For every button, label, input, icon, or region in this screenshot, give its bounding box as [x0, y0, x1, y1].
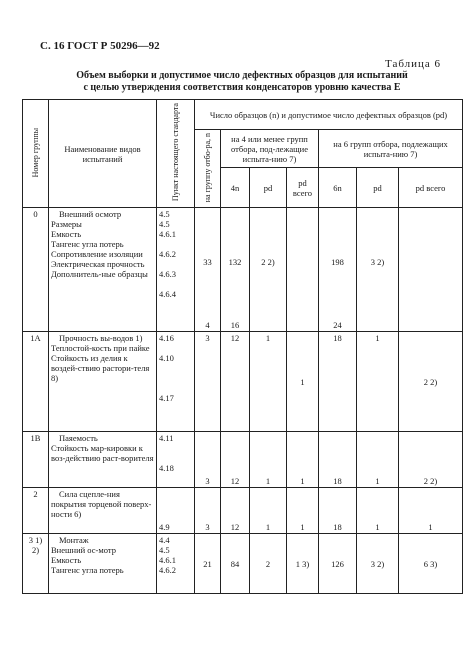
n6-cell: 18 — [319, 488, 357, 534]
pd4-total-cell — [287, 208, 319, 316]
table-row — [23, 316, 463, 332]
clause-cell: 4.9 — [157, 488, 195, 534]
pd6-cell: 1 — [357, 488, 399, 534]
group-cell: 3 1) 2) — [23, 534, 49, 594]
pd4-cell: 1 — [250, 432, 287, 488]
clause-cell: 4.5 4.5 4.6.1 4.6.2 4.6.3 4.6.4 — [157, 208, 195, 316]
group-cell: 2 — [23, 488, 49, 534]
col-pd6-header: pd — [357, 168, 399, 208]
pd6-total-cell — [399, 208, 463, 316]
n-cell: 3 — [195, 488, 221, 534]
pd6-cell: 3 2) — [357, 534, 399, 594]
table-row — [23, 534, 463, 594]
pd4-total-cell: 1 — [287, 432, 319, 488]
n-cell: 33 — [195, 208, 221, 316]
pd6-cell: 3 2) — [357, 208, 399, 316]
tests-cell: Прочность вы-водов 1) Теплостой-кость при пайке Стойкость из делия к воздей-ствию растори-теля 8) — [49, 332, 157, 432]
table-number: Таблица 6 — [385, 58, 442, 70]
n-cell: 3 — [195, 432, 221, 488]
col-group-header: Номер группы — [23, 100, 49, 208]
pd4-total-cell: 1 — [287, 332, 319, 432]
pd4-total-cell: 1 — [287, 488, 319, 534]
tests-cell: Внешний осмотр Размеры Емкость Тангенс угла потерь Сопротивление изоляции Электрическая прочность Дополнитель-ные образцы — [49, 208, 157, 316]
group-cell: 1B — [23, 432, 49, 488]
n4-cell: 132 — [221, 208, 250, 316]
page-header: С. 16 ГОСТ Р 50296—92 — [40, 40, 160, 52]
pd4-total-cell: 1 3) — [287, 534, 319, 594]
pd6-total-cell: 1 — [399, 488, 463, 534]
col-6n-header: 6n — [319, 168, 357, 208]
col-by6-header: на 6 групп отбора, подлежащих испыта-нию 7) — [319, 130, 463, 168]
n6-cell: 198 — [319, 208, 357, 316]
n-cell: 3 — [195, 332, 221, 432]
table-row — [23, 208, 463, 316]
table-row — [23, 332, 463, 432]
pd6-cell: 1 — [357, 432, 399, 488]
col-samples-header: Число образцов (n) и допустимое число дефектных образцов (pd) — [195, 100, 463, 130]
extra-n6-cell: 24 — [319, 316, 357, 332]
extra-n4-cell: 16 — [221, 316, 250, 332]
pd4-cell: 1 — [250, 332, 287, 432]
col-pd6-total-header: pd всего — [399, 168, 463, 208]
tests-cell: Монтаж Внешний ос-мотр Емкость Тангенс угла потерь — [49, 534, 157, 594]
pd6-total-cell: 2 2) — [399, 332, 463, 432]
col-per-group-header: на группу отбо-ра, n — [195, 130, 221, 208]
pd4-cell: 1 — [250, 488, 287, 534]
col-tests-header: Наименование видов испытаний — [49, 100, 157, 208]
clause-cell: 4.4 4.5 4.6.1 4.6.2 — [157, 534, 195, 594]
col-clause-header: Пункт настоящего стандарта — [157, 100, 195, 208]
col-pd4-header: pd — [250, 168, 287, 208]
n4-cell: 12 — [221, 332, 250, 432]
n4-cell: 12 — [221, 488, 250, 534]
n6-cell: 18 — [319, 432, 357, 488]
pd6-total-cell: 2 2) — [399, 432, 463, 488]
pd6-cell: 1 — [357, 332, 399, 432]
sample-size-table — [22, 99, 463, 594]
col-by4-header: на 4 или менее групп отбора, под-лежащие испыта-нию 7) — [221, 130, 319, 168]
tests-cell: Сила сцепле-ния покрытия торцевой поверх-ности 6) — [49, 488, 157, 534]
n4-cell: 12 — [221, 432, 250, 488]
table-row — [23, 432, 463, 488]
group-cell: 1A — [23, 332, 49, 432]
group-cell: 0 — [23, 208, 49, 316]
pd4-cell: 2 2) — [250, 208, 287, 316]
n6-cell: 126 — [319, 534, 357, 594]
n6-cell: 18 — [319, 332, 357, 432]
pd6-total-cell: 6 3) — [399, 534, 463, 594]
clause-cell: 4.16 4.10 4.17 — [157, 332, 195, 432]
table-caption-line-2: с целью утверждения соответствия конденсаторов уровню качества E — [83, 82, 401, 93]
col-4n-header: 4n — [221, 168, 250, 208]
table-caption-line-1: Объем выборки и допустимое число дефектных образцов для испытаний — [76, 70, 408, 81]
col-pd4-total-header: pd всего — [287, 168, 319, 208]
clause-cell: 4.11 4.18 — [157, 432, 195, 488]
extra-n-cell: 4 — [195, 316, 221, 332]
table-row — [23, 488, 463, 534]
n-cell: 21 — [195, 534, 221, 594]
pd4-cell: 2 — [250, 534, 287, 594]
n4-cell: 84 — [221, 534, 250, 594]
tests-cell: Паяемость Стойкость мар-кировки к воз-действию раст-ворителя — [49, 432, 157, 488]
